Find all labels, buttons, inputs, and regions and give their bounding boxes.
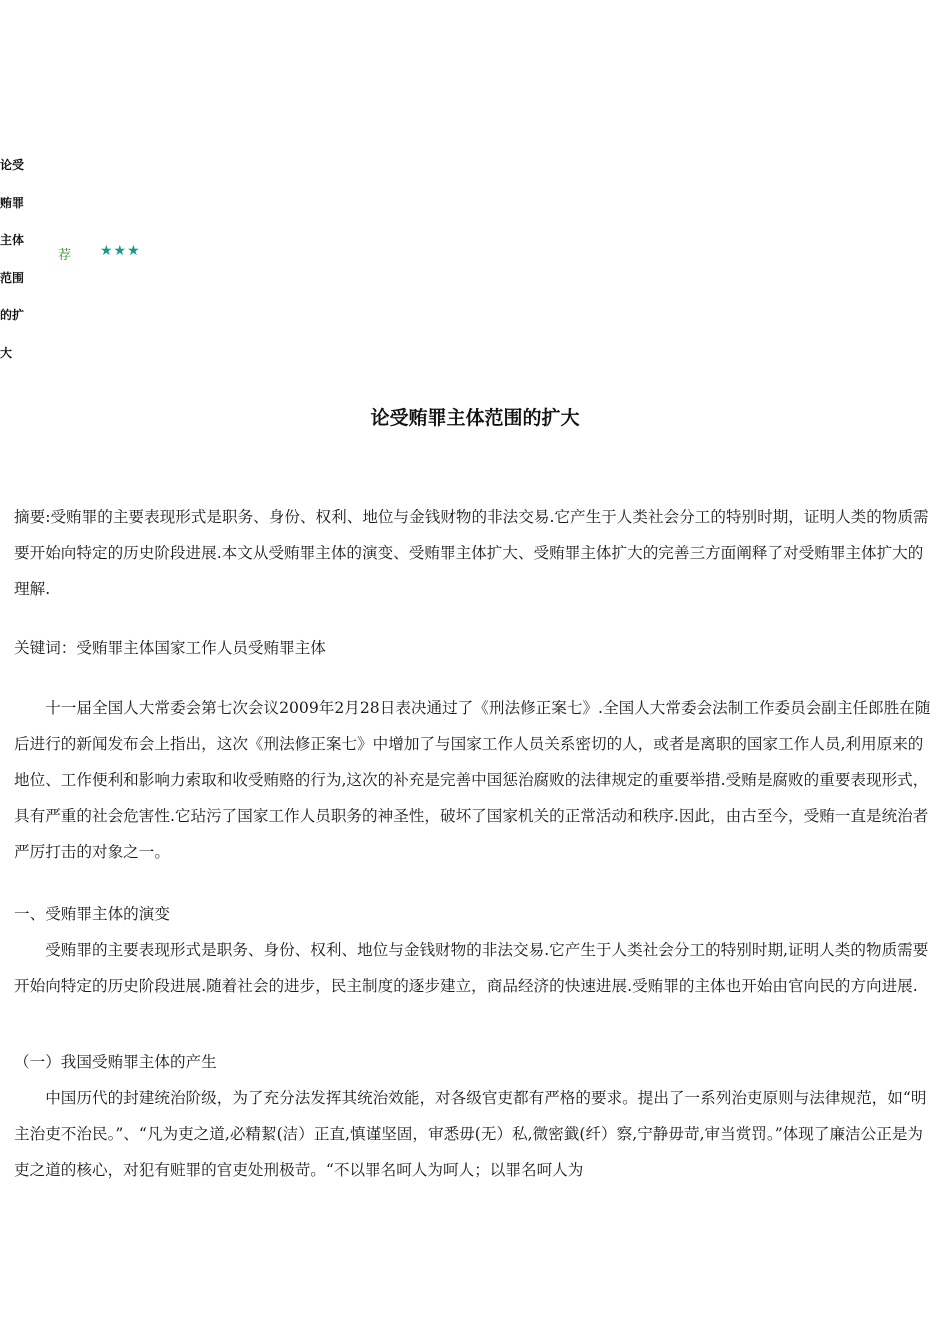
sidebar-title-char: 范围	[0, 270, 25, 285]
body-paragraph-1	[14, 690, 936, 870]
section-1	[14, 896, 936, 1004]
recommend-label: 荐	[58, 248, 72, 263]
keywords	[14, 630, 936, 666]
section-heading: 一、受贿罪主体的演变	[14, 905, 170, 923]
sidebar-title-char: 论受	[0, 158, 25, 172]
sidebar-title-char: 主体	[0, 233, 25, 247]
body-paragraph-3	[14, 1080, 936, 1188]
paragraph-text: 十一届全国人大常委会第七次会议2009年2月28日表决通过了《刑法修正案七》.全国人大常委会法制工作委员会副主任郎胜在随后进行的新闻发布会上指出，这次《刑法修正案七》中增加了与国家工作人员关系密切的人，或者是离职的国家工作人员,利用原来的地位、工作便利和影响力索取和收受贿赂的行为,这次的补充是完善中国惩治腐败的法律规定的重要举措.受贿是腐败的重要表现形式，具有严重的社会危害性.它玷污了国家工作人员职务的神圣性，破坏了国家机关的正常活动和秩序.因此，由古至今，受贿一直是统治者严厉打击的对象之一。	[14, 699, 931, 861]
sidebar-title-char: 大	[0, 345, 13, 360]
keywords-text: 关键词：受贿罪主体国家工作人员受贿罪主体	[14, 639, 326, 657]
sidebar-title-char: 贿罪	[0, 195, 25, 210]
subsection-heading: （一）我国受贿罪主体的产生	[14, 1053, 217, 1071]
abstract-text: 摘要:受贿罪的主要表现形式是职务、身份、权利、地位与金钱财物的非法交易.它产生于人类社会分工的特别时期，证明人类的物质需要开始向特定的历史阶段进展.本文从受贿罪主体的演变、受贿罪主体扩大、受贿罪主体扩大的完善三方面阐释了对受贿罪主体扩大的理解.	[14, 508, 929, 598]
abstract	[14, 499, 936, 607]
sidebar-title-char: 的扩	[0, 308, 25, 322]
paragraph-text: 受贿罪的主要表现形式是职务、身份、权利、地位与金钱财物的非法交易.它产生于人类社会分工的特别时期,证明人类的物质需要开始向特定的历史阶段进展.随着社会的进步，民主制度的逐步建立，商品经济的快速进展.受贿罪的主体也开始由官向民的方向进展.	[14, 941, 929, 995]
page-title: 论受贿罪主体范围的扩大	[370, 407, 580, 429]
paragraph-text: 中国历代的封建统治阶级，为了充分法发挥其统治效能，对各级官吏都有严格的要求。提出了一系列治吏原则与法律规范，如“明主治吏不治民。”、“凡为吏之道,必精絜(洁）正直,慎谨坚固，审悉毋(无）私,微密韱(纤）察,宁静毋苛,审当赏罚。”体现了廉洁公正是为吏之道的核心，对犯有赃罪的官吏处刑极苛。“不以罪名呵人为呵人；以罪名呵人为	[14, 1089, 927, 1179]
rating-stars-icon: ★★★	[100, 243, 141, 259]
sidebar-title	[0, 147, 30, 372]
subsection-1	[14, 1044, 936, 1080]
